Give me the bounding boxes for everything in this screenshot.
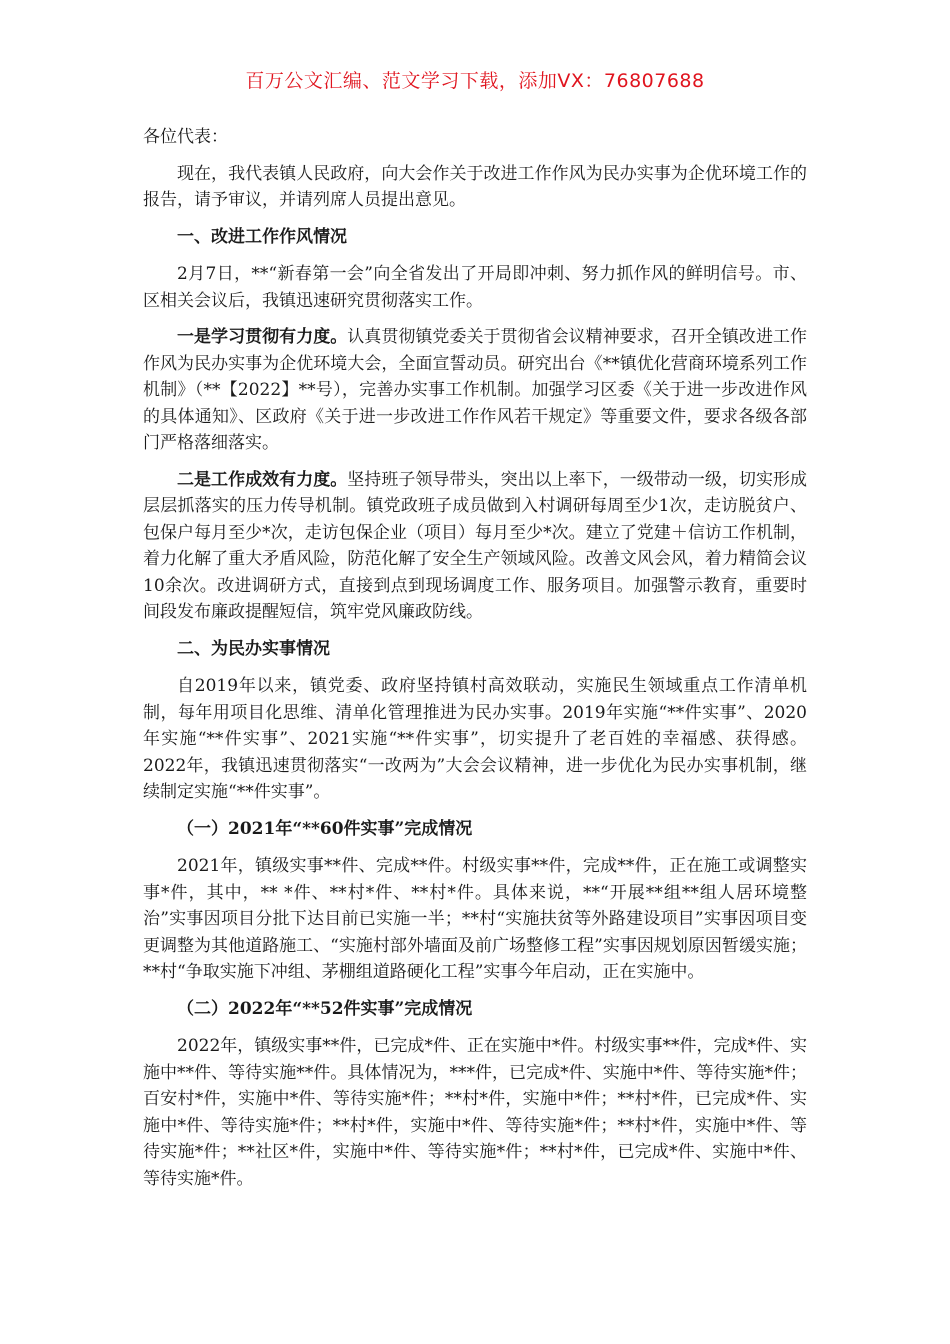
subsection2-paragraph: 2022年，镇级实事**件，已完成*件、正在实施中*件。村级实事**件，完成*件、实施中**件、等待实施**件。具体情况为，***件，已完成*件、实施中*件、等待实施*件；百安村*件，实施中*件、等待实施*件；**村*件，实施中*件；**村*件，已完成*件、实施中*件、等待实施*件；**村*件，实施中*件、等待实施*件；**村*件，实施中*件、等待实施*件；**社区*件，实施中*件、等待实施*件；**村*件，已完成*件、实施中*件、等待实施*件。 xyxy=(143,1036,807,1189)
section1-heading: 一、改进工作作风情况 xyxy=(177,226,347,247)
promo-banner: 百万公文汇编、范文学习下载，添加VX：76807688 xyxy=(245,70,705,92)
section2-heading: 二、为民办实事情况 xyxy=(177,638,330,659)
subsection2-heading: （二）2022年“**52件实事”完成情况 xyxy=(177,998,473,1019)
section1-paragraph-1: 2月7日，**“新春第一会”向全省发出了开局即冲刺、努力抓作风的鲜明信号。市、区相关会议后，我镇迅速研究贯彻落实工作。 xyxy=(143,264,807,311)
report-body xyxy=(143,124,807,1202)
intro-paragraph: 现在，我代表镇人民政府，向大会作关于改进工作作风为民办实事为企优环境工作的报告，请予审议，并请列席人员提出意见。 xyxy=(143,163,807,210)
section1-p3-body: 坚持班子领导带头，突出以上率下，一级带动一级，切实形成层层抓落实的压力传导机制。镇党政班子成员做到入村调研每周至少1次，走访脱贫户、包保户每月至少*次，走访包保企业（项目）每月至少*次。建立了党建＋信访工作机制，着力化解了重大矛盾风险，防范化解了安全生产领域风险。改善文风会风，着力精简会议10余次。改进调研方式，直接到点到现场调度工作、服务项目。加强警示教育，重要时间段发布廉政提醒短信，筑牢党风廉政防线。 xyxy=(143,469,808,622)
subsection1-heading: （一）2021年“**60件实事”完成情况 xyxy=(177,818,473,839)
section2-paragraph-1: 自2019年以来，镇党委、政府坚持镇村高效联动，实施民生领域重点工作清单机制，每年用项目化思维、清单化管理推进为民办实事。2019年实施“**件实事”、2020年实施“**件实事”、2021实施“**件实事”，切实提升了老百姓的幸福感、获得感。2022年，我镇迅速贯彻落实“一改两为”大会会议精神，进一步优化为民办实事机制，继续制定实施“**件实事”。 xyxy=(143,676,807,802)
section1-paragraph-2 xyxy=(143,324,807,457)
section1-paragraph-3 xyxy=(143,467,807,626)
section1-p2-lead: 一是学习贯彻有力度。 xyxy=(177,327,348,347)
section1-p3-lead: 二是工作成效有力度。 xyxy=(177,469,348,490)
subsection1-paragraph: 2021年，镇级实事**件、完成**件。村级实事**件，完成**件，正在施工或调整实事*件，其中，** *件、**村*件、**村*件。具体来说，**“开展**组**组人居环境整治”实事因项目分批下达目前已实施一半；**村“实施扶贫等外路建设项目”实事因项目变更调整为其他道路施工、“实施村部外墙面及前广场整修工程”实事因规划原因暂缓实施；**村“争取实施下冲组、茅棚组道路硬化工程”实事今年启动，正在实施中。 xyxy=(143,856,807,982)
salutation: 各位代表： xyxy=(143,127,228,147)
section1-p2-body: 认真贯彻镇党委关于贯彻省会议精神要求，召开全镇改进工作作风为民办实事为企优环境大会，全面宣誓动员。研究出台《**镇优化营商环境系列工作机制》（**【2022】**号），完善办实事工作机制。加强学习区委《关于进一步改进作风的具体通知》、区政府《关于进一步改进工作作风若干规定》等重要文件，要求各级各部门严格落细落实。 xyxy=(143,327,808,453)
